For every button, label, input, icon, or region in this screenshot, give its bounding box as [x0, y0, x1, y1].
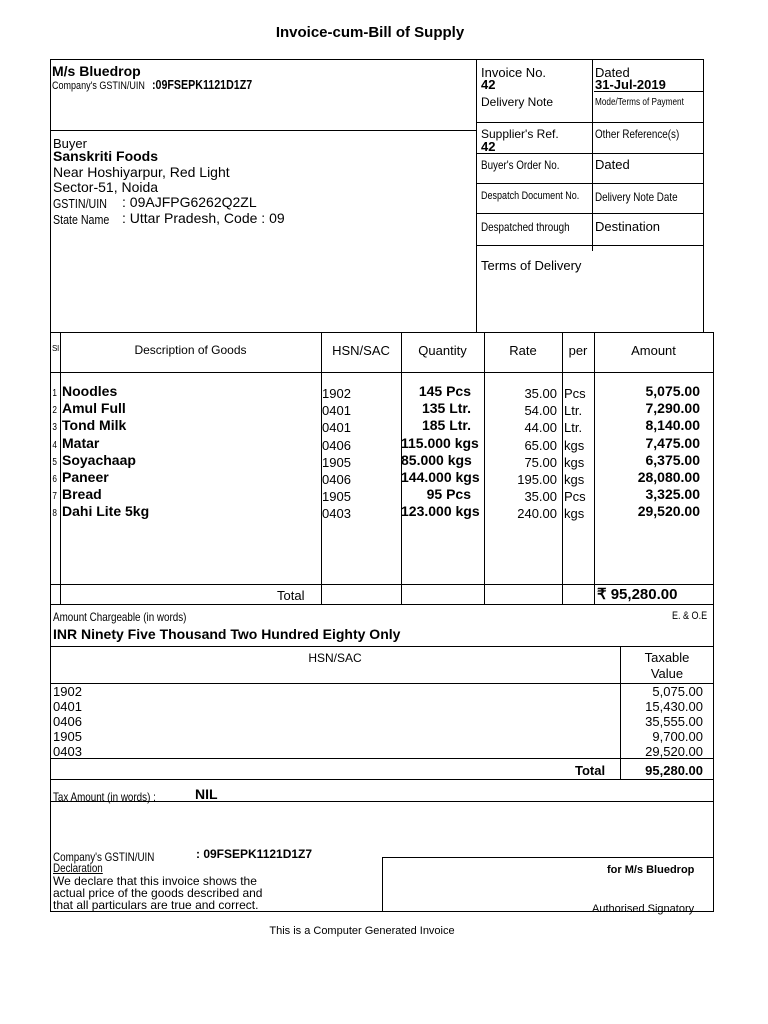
delivery-note-date-label: Delivery Note Date: [595, 190, 678, 204]
meta-column-split: [592, 59, 593, 251]
col-rate-divider: [562, 332, 563, 604]
col-rate-header: Rate: [509, 343, 537, 358]
tax-amount-label: Tax Amount (in words) :: [53, 790, 156, 804]
item-hsn: 1905: [322, 454, 351, 470]
item-sl: 5: [52, 456, 57, 468]
authorised-signatory: Authorised Signatory: [592, 903, 695, 915]
declaration-line3: that all particulars are true and correct.: [53, 898, 259, 912]
item-hsn: 1902: [322, 386, 351, 401]
buyer-gstin: : 09AJFPG6262Q2ZL: [122, 194, 257, 210]
declaration-label: Declaration: [53, 861, 103, 875]
header-split: [476, 59, 477, 332]
dated-label: Dated: [595, 65, 630, 80]
hsn-total-label: Total: [575, 763, 606, 778]
item-amount: 3,325.00: [645, 486, 700, 503]
buyer-name: Sanskriti Foods: [53, 148, 159, 164]
item-amount: 7,290.00: [645, 400, 700, 417]
item-description: Tond Milk: [62, 417, 127, 434]
declaration-line2: actual price of the goods described and: [53, 886, 263, 900]
hsn-summary-value: 35,555.00: [645, 714, 703, 729]
item-per: kgs: [564, 437, 585, 453]
item-amount: 8,140.00: [645, 417, 700, 434]
item-quantity: 185 Ltr.: [421, 417, 471, 434]
outer-top-border: [50, 59, 704, 60]
hsn-summary-value: 29,520.00: [645, 744, 703, 759]
supplier-ref-label: Supplier's Ref.: [481, 127, 559, 141]
item-per: kgs: [564, 472, 585, 487]
item-quantity: 95 Pcs: [426, 486, 471, 503]
mode-terms-label: Mode/Terms of Payment: [595, 97, 684, 108]
item-quantity: 144.000 kgs: [401, 469, 480, 485]
footer-gstin-label: Company's GSTIN/UIN: [53, 850, 155, 864]
item-amount: 7,475.00: [645, 434, 700, 451]
item-quantity: 123.000 kgs: [401, 503, 480, 520]
terms-delivery-label: Terms of Delivery: [481, 258, 582, 273]
hsn-header-bottom: [50, 683, 714, 684]
item-amount: 29,520.00: [637, 503, 700, 520]
item-sl: 7: [52, 491, 57, 503]
hsn-summary-header: HSN/SAC: [308, 651, 362, 665]
footer-left-border: [50, 801, 51, 912]
item-sl: 1: [52, 388, 57, 399]
hsn-summary-code: 1902: [53, 684, 82, 699]
buyer-label: Buyer: [53, 136, 87, 151]
buyer-order-label: Buyer's Order No.: [481, 158, 560, 172]
item-per: Ltr.: [564, 420, 583, 436]
items-total-bottom: [50, 604, 714, 605]
item-rate: 35.00: [524, 386, 557, 401]
seller-gstin-label: Company's GSTIN/UIN: [52, 80, 145, 92]
supplier-ref: 42: [481, 139, 496, 154]
item-per: Pcs: [564, 489, 586, 505]
col-hsn-header: HSN/SAC: [332, 343, 390, 358]
hsn-summary-code: 0406: [53, 714, 82, 729]
item-description: Paneer: [62, 469, 109, 485]
item-sl: 3: [52, 422, 57, 434]
items-header-bottom: [50, 372, 714, 373]
hsn-summary-value: 5,075.00: [652, 684, 703, 699]
item-sl: 2: [52, 405, 57, 417]
invoice-date: 31-Jul-2019: [595, 77, 666, 92]
seller-buyer-divider: [50, 130, 476, 131]
item-description: Matar: [62, 434, 100, 451]
col-hsn-divider: [401, 332, 402, 604]
item-per: kgs: [564, 454, 585, 470]
destination-label: Destination: [595, 219, 661, 234]
hsn-body-bottom: [50, 758, 714, 759]
hsn-summary-code: 0401: [53, 699, 82, 714]
buyer-address-line2: Sector-51, Noida: [53, 179, 159, 195]
buyer-address-line1: Near Hoshiyarpur, Red Light: [53, 164, 230, 180]
despatch-doc-label: Despatch Document No.: [481, 190, 580, 202]
meta-divider-4: [476, 213, 703, 214]
buyer-state-label: State Name: [53, 212, 110, 227]
hsn-summary-value: 9,700.00: [652, 729, 703, 744]
other-ref-label: Other Reference(s): [595, 127, 680, 141]
declaration-line1: We declare that this invoice shows the: [53, 874, 257, 888]
items-total-label: Total: [277, 588, 305, 603]
item-hsn: 0401: [322, 420, 351, 436]
taxable-value-header-line2: Value: [650, 666, 684, 681]
buyer-state: : Uttar Pradesh, Code : 09: [122, 210, 285, 226]
footer-gstin: : 09FSEPK1121D1Z7: [196, 847, 313, 861]
item-description: Bread: [62, 486, 102, 503]
hsn-total-bottom: [50, 779, 714, 780]
col-amount-header: Amount: [631, 343, 676, 358]
eoe-label: E. & O.E: [672, 610, 708, 622]
item-rate: 44.00: [524, 420, 557, 436]
item-description: Dahi Lite 5kg: [62, 503, 150, 520]
tax-amount-value: NIL: [195, 786, 218, 802]
item-sl: 6: [52, 474, 57, 485]
col-sl-header: Sl: [51, 344, 60, 353]
item-rate: 75.00: [524, 454, 557, 470]
computer-generated-note: This is a Computer Generated Invoice: [269, 925, 455, 937]
col-sl-divider: [60, 332, 61, 604]
buyer-gstin-label: GSTIN/UIN: [53, 196, 107, 211]
items-top-border: [50, 332, 714, 333]
item-rate: 54.00: [524, 403, 557, 419]
meta-divider-1: [476, 122, 703, 123]
hsn-summary-code: 0403: [53, 744, 82, 759]
hsn-total-value: 95,280.00: [645, 763, 703, 778]
items-total-amount: ₹ 95,280.00: [597, 586, 678, 603]
hsn-summary-value: 15,430.00: [645, 699, 703, 714]
item-description: Amul Full: [62, 400, 126, 417]
item-per: kgs: [564, 506, 585, 522]
item-hsn: 0403: [322, 506, 351, 522]
item-description: Noodles: [62, 383, 118, 399]
meta-divider-3: [476, 183, 703, 184]
signature-box-top: [382, 857, 714, 858]
col-description-header: Description of Goods: [134, 343, 247, 357]
item-rate: 240.00: [517, 506, 557, 522]
item-per: Pcs: [564, 386, 586, 401]
item-per: Ltr.: [564, 403, 583, 419]
amount-words-label: Amount Chargeable (in words): [53, 610, 187, 624]
item-quantity: 85.000 kgs: [401, 451, 472, 468]
item-amount: 6,375.00: [645, 451, 700, 468]
header-right-border: [703, 59, 704, 332]
item-hsn: 0401: [322, 403, 351, 419]
hsn-summary-code: 1905: [53, 729, 82, 744]
item-amount: 5,075.00: [645, 383, 700, 399]
col-per-header: per: [568, 343, 588, 358]
meta-divider-5: [476, 245, 703, 246]
item-sl: 4: [52, 439, 57, 451]
item-description: Soyachaap: [62, 451, 136, 468]
item-quantity: 135 Ltr.: [421, 400, 471, 417]
item-amount: 28,080.00: [637, 469, 700, 485]
for-company-label: for M/s Bluedrop: [607, 864, 695, 876]
taxable-value-header-line1: Taxable: [644, 650, 690, 665]
seller-name: M/s Bluedrop: [52, 63, 141, 79]
invoice-no-label: Invoice No.: [481, 65, 547, 80]
item-hsn: 1905: [322, 489, 351, 505]
item-quantity: 145 Pcs: [418, 383, 471, 399]
document-title: Invoice-cum-Bill of Supply: [275, 24, 465, 41]
item-rate: 35.00: [524, 489, 557, 505]
item-hsn: 0406: [322, 437, 351, 453]
item-sl: 8: [52, 508, 57, 520]
item-rate: 195.00: [517, 472, 557, 487]
seller-gstin: :09FSEPK1121D1Z7: [152, 77, 253, 92]
outer-right-border: [713, 332, 714, 802]
buyer-order-dated-label: Dated: [595, 157, 630, 172]
item-hsn: 0406: [322, 472, 351, 487]
col-per-divider: [594, 332, 595, 604]
invoice-no: 42: [481, 77, 496, 92]
despatched-through-label: Despatched through: [481, 220, 570, 234]
amount-in-words: INR Ninety Five Thousand Two Hundred Eighty Only: [53, 626, 401, 642]
hsn-top-border: [50, 646, 714, 647]
col-quantity-header: Quantity: [418, 343, 467, 358]
item-rate: 65.00: [524, 437, 557, 453]
item-quantity: 115.000 kgs: [401, 434, 479, 451]
signature-box-left: [382, 857, 383, 912]
meta-divider-2: [476, 153, 703, 154]
delivery-note-label: Delivery Note: [481, 95, 554, 109]
